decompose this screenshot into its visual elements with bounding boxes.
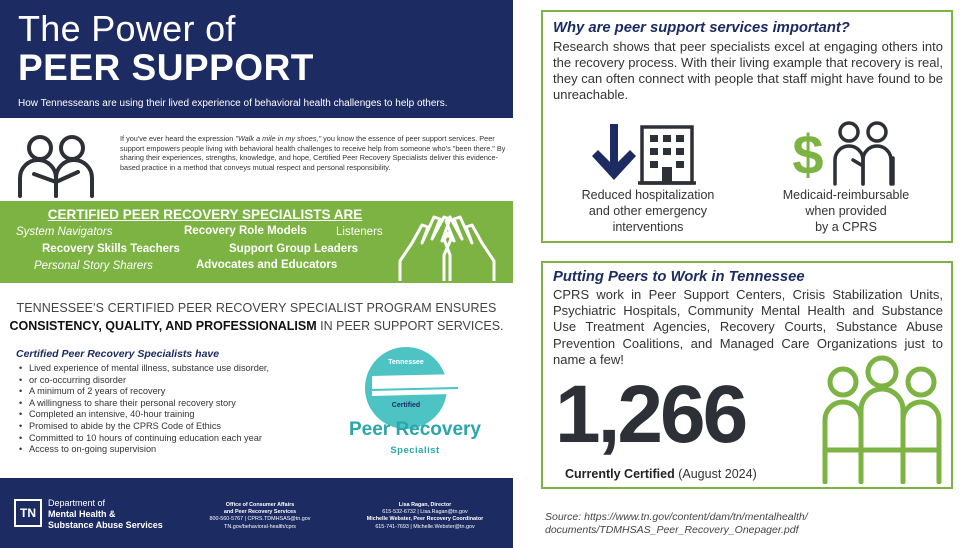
logo-subtitle: Specialist [390, 445, 440, 456]
work-text: CPRS work in Peer Support Centers, Crisis Stabilization Units, Psychiatric Hospitals, Community Mental Health and Substance Use Treatment Agencies, Recovery Courts, Substance Abuse Prevention Coalitions, and Managed Care Organizations just to name a few! [553, 287, 943, 367]
office-contact: Office of Consumer Affairs and Peer Recovery Services 800-560-5767 | CPRS.TDMHSAS@tn.gov TN.gov/behavioral-health/cprs [209, 502, 311, 530]
hospital-building-icon [638, 123, 696, 185]
list-item: • Completed an intensive, 40-hour training [16, 409, 326, 421]
tn-logo: TN [14, 499, 42, 527]
svg-text:$: $ [792, 124, 824, 184]
roles-banner [0, 201, 513, 283]
footer-bar [0, 478, 513, 548]
list-item: • or co-occurring disorder [16, 375, 326, 387]
reduced-hospitalization-caption: Reduced hospitalization and other emergency interventions [581, 188, 715, 234]
intro-section [14, 128, 504, 202]
list-item: • A willingness to share their personal recovery story [16, 398, 326, 410]
list-item: • Promised to abide by the CPRS Code of Ethics [16, 421, 326, 433]
program-line-2: CONSISTENCY, QUALITY, AND PROFESSIONALISM IN PEER SUPPORT SERVICES. [9, 319, 504, 333]
why-important-box [541, 10, 953, 243]
logo-top-text: Tennessee [388, 359, 424, 366]
program-line-1: TENNESSEE'S CERTIFIED PEER RECOVERY SPECIALIST PROGRAM ENSURES [16, 301, 497, 315]
title-line-1: The Power of [18, 8, 236, 49]
role-support-group-leaders: Support Group Leaders [229, 243, 359, 255]
role-advocates-educators: Advocates and Educators [196, 259, 338, 271]
why-heading: Why are peer support services important? [553, 20, 850, 36]
hero-banner [0, 0, 513, 118]
source-citation: Source: https://www.tn.gov/content/dam/tn/mentalhealth/ documents/TDMHSAS_Peer_Recovery_Onepager.pdf [545, 511, 808, 536]
staff-contacts: Lisa Ragan, Director 615-532-6732 | Lisa.Ragan@tn.gov Michelle Webster, Peer Recovery Coordinator 615-741-7693 | Michelle.Webster@tn.gov [366, 502, 484, 530]
intro-text: If you've ever heard the expression "Walk a mile in my shoes," you know the essence of peer support services. Peer support empowers people living with behavioral health challenges to receive help from someone who's "been there." By sharing their experiences, strengths, knowledge, and hope, Certified Peer Recovery Specialists deliver this evidence-based practice in a method that conveys mutual respect and personal responsibility. [120, 134, 506, 172]
role-recovery-skills-teachers: Recovery Skills Teachers [42, 243, 180, 255]
work-heading: Putting Peers to Work in Tennessee [553, 269, 805, 285]
requirements-list [16, 348, 326, 456]
list-item: • Access to on-going supervision [16, 444, 326, 456]
role-system-navigators: System Navigators [16, 226, 113, 238]
department-name: Department of Mental Health & Substance Abuse Services [48, 498, 163, 530]
list-item: • Committed to 10 hours of continuing education each year [16, 433, 326, 445]
list-item: • Lived experience of mental illness, substance use disorder, [16, 363, 326, 375]
hero-subtitle: How Tennesseans are using their lived experience of behavioral health challenges to help others. [18, 98, 448, 109]
roles-heading: CERTIFIED PEER RECOVERY SPECIALISTS ARE [47, 207, 363, 222]
certified-label: Currently Certified (August 2024) [565, 467, 757, 481]
logo-middle-text: Certified [391, 402, 421, 409]
role-listeners: Listeners [336, 226, 383, 238]
down-arrow-icon [590, 122, 638, 184]
why-text: Research shows that peer specialists excel at engaging others into the recovery process. With their living example that recovery is real, they can often connect with people that staff might have found to be unreachable. [553, 39, 943, 102]
logo-title: Peer Recovery [348, 419, 482, 440]
certified-count: 1,266 [555, 369, 746, 460]
medicaid-caption: Medicaid-reimbursable when provided by a CPRS [782, 188, 910, 234]
role-personal-story-sharers: Personal Story Sharers [34, 260, 153, 272]
program-statement [0, 301, 513, 333]
peer-recovery-logo [340, 347, 490, 462]
high-five-hands-icon [392, 209, 502, 281]
work-in-tennessee-box [541, 261, 953, 489]
caregiver-elder-icon [831, 120, 897, 186]
role-recovery-role-models: Recovery Role Models [184, 225, 307, 237]
tennessee-state-icon [368, 372, 468, 398]
dollar-sign-icon [789, 124, 827, 184]
two-people-icon [16, 132, 96, 198]
title-line-2: PEER SUPPORT [18, 47, 314, 88]
requirements-heading: Certified Peer Recovery Specialists have [16, 348, 220, 360]
list-item: • A minimum of 2 years of recovery [16, 386, 326, 398]
three-people-icon [821, 354, 943, 484]
